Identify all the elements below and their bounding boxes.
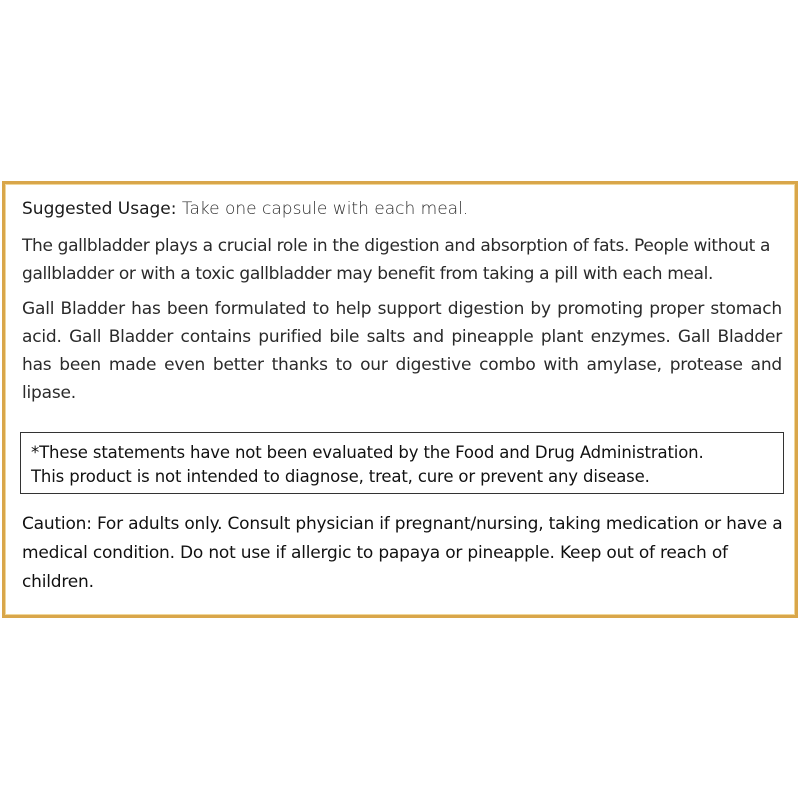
fda-disclaimer-line-1: *These statements have not been evaluated by the Food and Drug Administration.	[31, 443, 704, 462]
fda-disclaimer-line-2: This product is not intended to diagnose, treat, cure or prevent any disease.	[31, 467, 650, 486]
suggested-usage-text: Take one capsule with each meal.	[181, 199, 469, 219]
supplement-label-panel	[2, 181, 798, 618]
gallbladder-intro-paragraph: The gallbladder plays a crucial role in the digestion and absorption of fats. People without a gallbladder or with a toxic gallbladder may benefit from taking a pill with each meal.	[22, 236, 771, 284]
suggested-usage	[22, 198, 782, 220]
fda-disclaimer-box	[20, 432, 784, 494]
caution-warning: Caution: For adults only. Consult physician if pregnant/nursing, taking medication or have a medical condition. Do not use if allergic to papaya or pineapple. Keep out of reach of children.	[22, 514, 783, 592]
formula-description-paragraph: Gall Bladder has been formulated to help support digestion by promoting proper stomach acid. Gall Bladder contains purified bile salts and pineapple plant enzymes. Gall Bladder has been made even better thanks to our digestive combo with amylase, protease and lipase.	[22, 299, 782, 403]
suggested-usage-heading: Suggested Usage:	[22, 199, 177, 219]
